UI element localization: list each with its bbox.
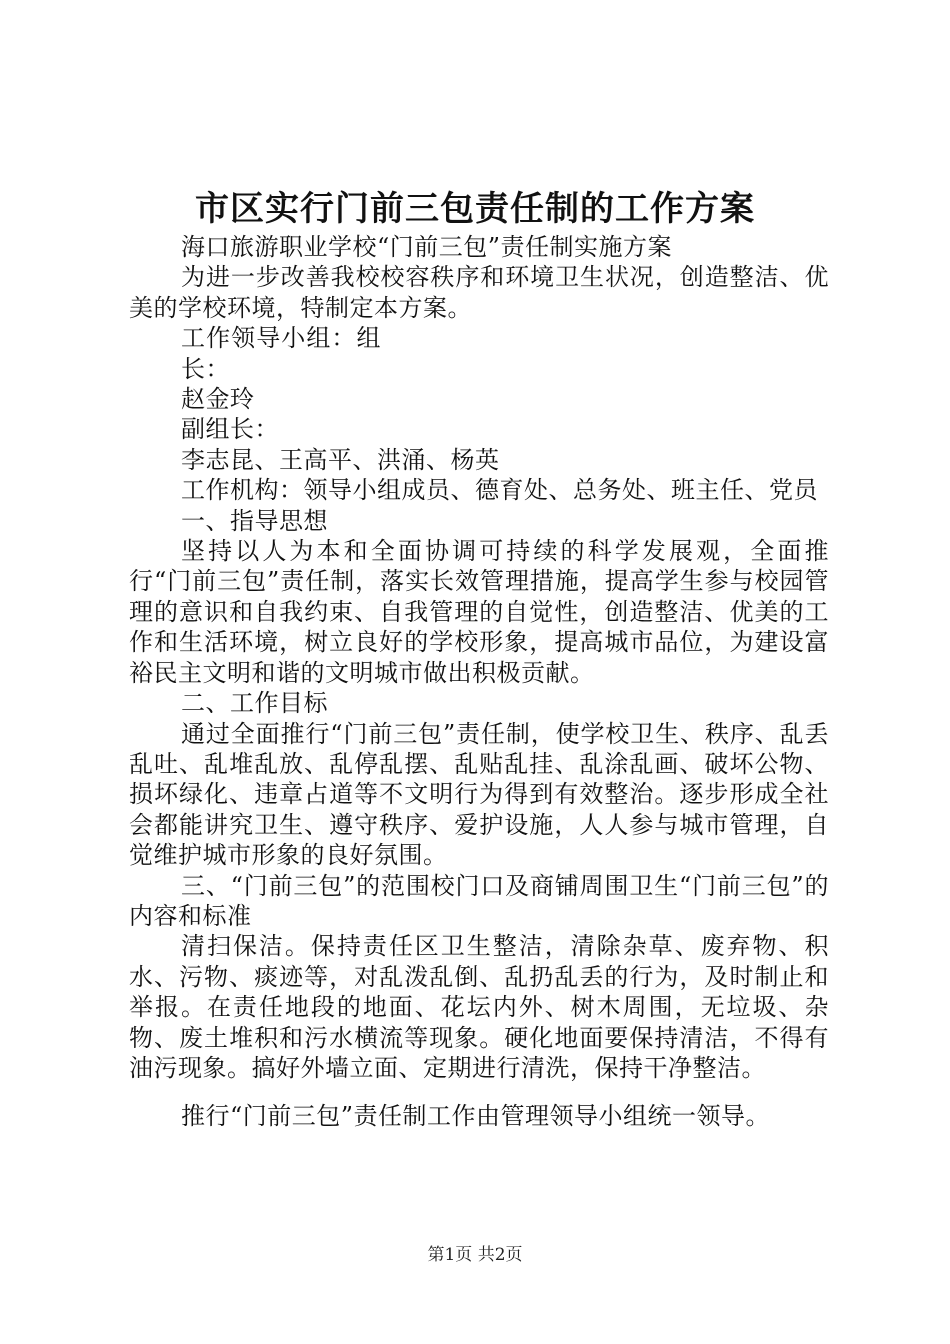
paragraph-deputy-names: 李志昆、王高平、洪涌、杨英 [181, 445, 500, 474]
paragraph-deputy-label: 副组长： [181, 415, 279, 444]
heading-scope-standards: 三、“门前三包”的范围校门口及商铺周围卫生“门前三包”的内容和标准 [129, 871, 829, 930]
paragraph-work-org: 工作机构：领导小组成员、德育处、总务处、班主任、党员 [181, 476, 818, 505]
paragraph-cleaning: 清扫保洁。保持责任区卫生整洁，清除杂草、废弃物、积水、污物、痰迹等，对乱泼乱倒、乱扔乱丢的行为，及时制止和举报。在责任地段的地面、花坛内外、树木周围，无垃圾、杂物、废土堆积和污水横流等现象。硬化地面要保持清洁，不得有油污现象。搞好外墙立面、定期进行清洗，保持干净整洁。 [129, 932, 829, 1082]
paragraph-subtitle: 海口旅游职业学校“门前三包”责任制实施方案 [181, 233, 673, 261]
paragraph-intro: 为进一步改善我校校容秩序和环境卫生状况，创造整洁、优美的学校环境，特制定本方案。 [129, 263, 829, 322]
paragraph-leader-name: 赵金玲 [181, 385, 255, 414]
page-footer: 第1页 共2页 [427, 1245, 523, 1265]
document-title: 市区实行门前三包责任制的工作方案 [195, 189, 755, 229]
document-body [129, 232, 829, 1132]
heading-guiding-ideology: 一、指导思想 [181, 506, 328, 535]
heading-work-goals: 二、工作目标 [181, 689, 328, 718]
paragraph-leadership: 推行“门前三包”责任制工作由管理领导小组统一领导。 [181, 1102, 771, 1131]
paragraph-guiding-ideology: 坚持以人为本和全面协调可持续的科学发展观，全面推行“门前三包”责任制，落实长效管理措施，提高学生参与校园管理的意识和自我约束、自我管理的自觉性，创造整洁、优美的工作和生活环境，树立良好的学校形象，提高城市品位，为建设富裕民主文明和谐的文明城市做出积极贡献。 [129, 537, 829, 687]
paragraph-work-goals: 通过全面推行“门前三包”责任制，使学校卫生、秩序、乱丢乱吐、乱堆乱放、乱停乱摆、乱贴乱挂、乱涂乱画、破坏公物、损坏绿化、违章占道等不文明行为得到有效整治。逐步形成全社会都能讲究卫生、遵守秩序、爱护设施，人人参与城市管理，自觉维护城市形象的良好氛围。 [129, 719, 829, 870]
paragraph-leader-group: 工作领导小组：组长： [181, 324, 381, 383]
